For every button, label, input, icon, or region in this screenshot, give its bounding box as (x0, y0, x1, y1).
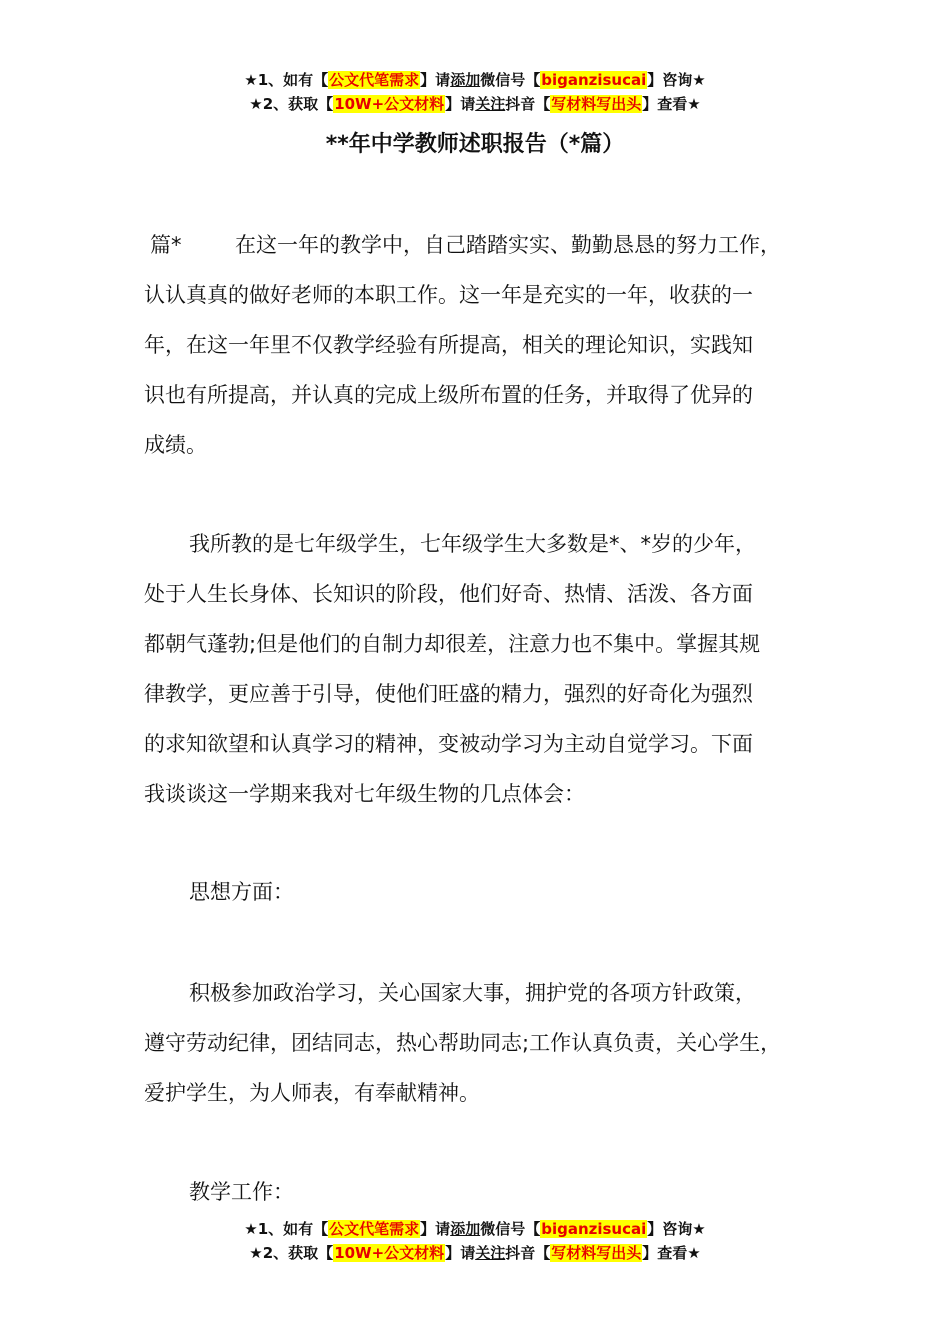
paragraph-line: 成绩。 (144, 433, 207, 457)
paragraph-line: 认认真真的做好老师的本职工作。这一年是充实的一年，收获的一 (144, 283, 753, 307)
banner-text: 】请 (445, 95, 476, 113)
banner-text: ★2、获取【 (249, 1244, 334, 1262)
banner-underlined-text: 添加 (450, 1220, 481, 1238)
heading-text: 思想方面： (189, 880, 294, 904)
banner-underlined-text: 添加 (450, 71, 481, 89)
banner-underlined-text: 关注 (475, 95, 506, 113)
banner-text: 】查看★ (642, 1244, 701, 1262)
heading-text: 教学工作： (189, 1180, 294, 1204)
banner-text: 】请 (420, 1220, 451, 1238)
banner-text: 】咨询★ (647, 1220, 706, 1238)
banner-text: 】查看★ (642, 95, 701, 113)
banner-highlight: 公文代笔需求 (329, 71, 420, 89)
banner-highlight: 写材料写出头 (551, 1244, 642, 1262)
paragraph-line (144, 220, 834, 270)
paragraph-line: 识也有所提高，并认真的完成上级所布置的任务，并取得了优异的 (144, 383, 753, 407)
banner-text: ★1、如有【 (244, 71, 329, 89)
section-label: 篇* (150, 233, 182, 257)
banner-text: 抖音【 (505, 95, 551, 113)
paragraph-intro (144, 220, 834, 470)
banner-text: 微信号【 (480, 1220, 541, 1238)
banner-line-1 (0, 68, 950, 92)
banner-text: 】咨询★ (647, 71, 706, 89)
paragraph-line: 年，在这一年里不仅教学经验有所提高，相关的理论知识，实践知 (144, 333, 753, 357)
banner-highlight: 10W+公文材料 (334, 95, 445, 113)
banner-highlight: 写材料写出头 (551, 95, 642, 113)
banner-highlight: biganzisucai (541, 71, 647, 89)
paragraph-line: 我谈谈这一学期来我对七年级生物的几点体会： (144, 782, 585, 806)
banner-text: 抖音【 (505, 1244, 551, 1262)
paragraph-thought (144, 968, 834, 1118)
paragraph-line: 积极参加政治学习，关心国家大事，拥护党的各项方针政策， (189, 981, 756, 1005)
line-text: 在这一年的教学中，自己踏踏实实、勤勤恳恳的努力工作， (235, 233, 781, 257)
banner-text: ★2、获取【 (249, 95, 334, 113)
paragraph-line: 律教学，更应善于引导，使他们旺盛的精力，强烈的好奇化为强烈 (144, 682, 753, 706)
section-heading-teaching (144, 1167, 834, 1217)
banner-highlight: 10W+公文材料 (334, 1244, 445, 1262)
banner-line-2 (0, 1241, 950, 1265)
paragraph-line: 都朝气蓬勃;但是他们的自制力却很差，注意力也不集中。掌握其规 (144, 632, 761, 656)
banner-text: ★1、如有【 (244, 1220, 329, 1238)
paragraph-line: 爱护学生，为人师表，有奉献精神。 (144, 1081, 480, 1105)
paragraph-students (144, 519, 834, 819)
banner-line-2 (0, 92, 950, 116)
banner-text: 】请 (445, 1244, 476, 1262)
banner-underlined-text: 关注 (475, 1244, 506, 1262)
paragraph-line: 的求知欲望和认真学习的精神，变被动学习为主动自觉学习。下面 (144, 732, 753, 756)
paragraph-line: 我所教的是七年级学生，七年级学生大多数是*、*岁的少年， (189, 532, 756, 556)
paragraph-line: 遵守劳动纪律，团结同志，热心帮助同志;工作认真负责，关心学生， (144, 1031, 782, 1055)
banner-text: 微信号【 (480, 71, 541, 89)
banner-text: 】请 (420, 71, 451, 89)
banner-highlight: biganzisucai (541, 1220, 647, 1238)
section-heading-thought (144, 867, 834, 917)
bottom-banner (0, 1217, 950, 1265)
banner-line-1 (0, 1217, 950, 1241)
paragraph-line: 处于人生长身体、长知识的阶段，他们好奇、热情、活泼、各方面 (144, 582, 753, 606)
banner-highlight: 公文代笔需求 (329, 1220, 420, 1238)
top-banner (0, 68, 950, 116)
document-title: **年中学教师述职报告（*篇） (325, 132, 625, 157)
